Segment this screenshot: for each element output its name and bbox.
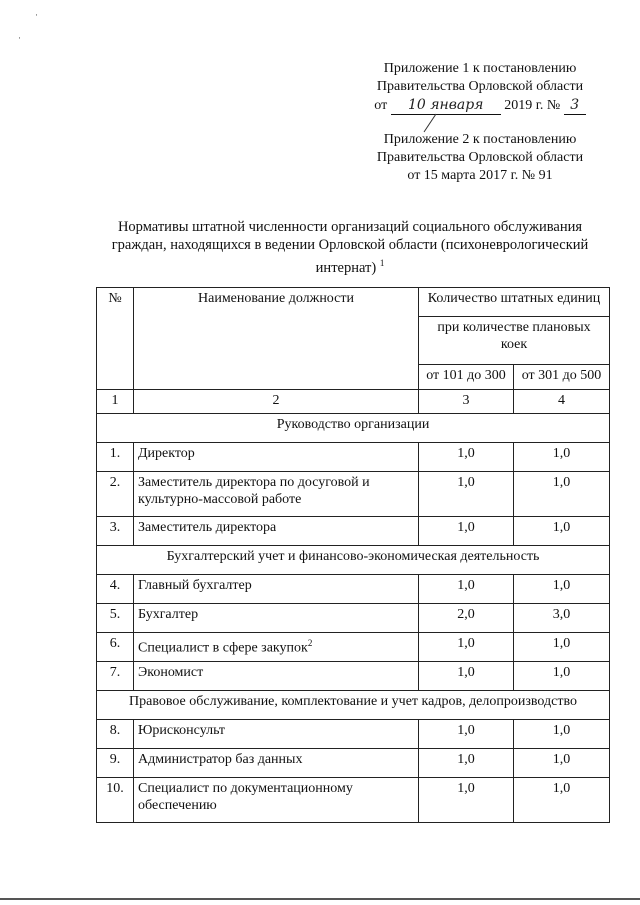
position-name-cell [134, 720, 419, 749]
count-101-300: 1,0 [419, 720, 514, 749]
scan-edge-line [0, 898, 640, 900]
count-101-300: 1,0 [419, 472, 514, 517]
position-name-cell [134, 472, 419, 517]
row-number: 8. [97, 720, 134, 749]
title-text: Нормативы штатной численности организаций социального обслуживания граждан, находящихся в ведении Орловской области (психоневрологический интернат) [111, 219, 589, 276]
position-name: Заместитель директора [138, 520, 277, 535]
header-row [97, 288, 610, 317]
appendix-1-header [330, 60, 630, 115]
section-row [97, 691, 610, 720]
row-number: 4. [97, 575, 134, 604]
table-row [97, 778, 610, 823]
column-number: 3 [419, 390, 514, 414]
position-name: Специалист в сфере закупок [138, 640, 308, 656]
title-footnote: 1 [379, 258, 385, 268]
table-row [97, 749, 610, 778]
handwritten-date: 10 января [391, 96, 501, 115]
count-101-300: 1,0 [419, 749, 514, 778]
count-301-500: 1,0 [514, 472, 610, 517]
position-name: Директор [138, 446, 195, 461]
footnote-mark: 2 [307, 638, 313, 648]
table-row [97, 720, 610, 749]
count-101-300: 1,0 [419, 633, 514, 662]
section-title: Руководство организации [97, 414, 610, 443]
count-301-500: 3,0 [514, 604, 610, 633]
count-301-500: 1,0 [514, 443, 610, 472]
document-title [90, 218, 610, 277]
appendix-2-line3: от 15 марта 2017 г. № 91 [407, 168, 553, 183]
row-number: 5. [97, 604, 134, 633]
year-number-label: 2019 г. № [504, 98, 561, 113]
section-title: Правовое обслуживание, комплектование и учет кадров, делопроизводство [97, 691, 610, 720]
position-name: Администратор баз данных [138, 752, 303, 767]
position-name: Экономист [138, 665, 204, 680]
appendix-1-line2: Правительства Орловской области [376, 79, 584, 94]
table-row [97, 443, 610, 472]
count-101-300: 1,0 [419, 443, 514, 472]
scan-mark: · [35, 10, 38, 20]
date-prefix: от [374, 98, 388, 113]
position-name-cell [134, 443, 419, 472]
header-range-1: от 101 до 300 [419, 365, 514, 390]
column-number: 1 [97, 390, 134, 414]
position-name: Юрисконсульт [138, 723, 226, 738]
position-name-cell [134, 604, 419, 633]
row-number: 2. [97, 472, 134, 517]
count-301-500: 1,0 [514, 575, 610, 604]
position-name-cell [134, 778, 419, 823]
section-row [97, 414, 610, 443]
header-name: Наименование должности [134, 288, 419, 390]
column-number: 4 [514, 390, 610, 414]
handwritten-number: 3 [564, 96, 586, 115]
count-101-300: 1,0 [419, 517, 514, 546]
position-name-cell [134, 517, 419, 546]
column-numbers-row [97, 390, 610, 414]
count-301-500: 1,0 [514, 749, 610, 778]
table-row [97, 633, 610, 662]
header-count: Количество штатных единиц [419, 288, 610, 317]
table-row [97, 472, 610, 517]
row-number: 7. [97, 662, 134, 691]
appendix-2-line2: Правительства Орловской области [376, 150, 584, 165]
count-101-300: 2,0 [419, 604, 514, 633]
row-number: 3. [97, 517, 134, 546]
header-num: № [97, 288, 134, 390]
position-name-cell [134, 633, 419, 662]
staff-norms-table [96, 287, 610, 823]
count-101-300: 1,0 [419, 575, 514, 604]
count-101-300: 1,0 [419, 662, 514, 691]
position-name-cell [134, 575, 419, 604]
position-name: Главный бухгалтер [138, 578, 252, 593]
row-number: 10. [97, 778, 134, 823]
count-301-500: 1,0 [514, 720, 610, 749]
column-number: 2 [134, 390, 419, 414]
table-row [97, 575, 610, 604]
header-beds: при количестве плановых коек [419, 317, 610, 365]
count-301-500: 1,0 [514, 633, 610, 662]
header-range-2: от 301 до 500 [514, 365, 610, 390]
appendix-1-date-line [330, 96, 630, 115]
appendix-2-header [330, 131, 630, 185]
position-name: Заместитель директора по досуговой и культурно-массовой работе [138, 475, 370, 507]
row-number: 9. [97, 749, 134, 778]
appendix-1-line1: Приложение 1 к постановлению [383, 61, 577, 76]
section-row [97, 546, 610, 575]
count-301-500: 1,0 [514, 662, 610, 691]
table-row [97, 517, 610, 546]
position-name: Бухгалтер [138, 607, 199, 622]
scan-mark: · [18, 33, 21, 43]
section-title: Бухгалтерский учет и финансово-экономическая деятельность [97, 546, 610, 575]
row-number: 1. [97, 443, 134, 472]
count-101-300: 1,0 [419, 778, 514, 823]
count-301-500: 1,0 [514, 517, 610, 546]
position-name-cell [134, 749, 419, 778]
table-row [97, 604, 610, 633]
position-name-cell [134, 662, 419, 691]
appendix-2-line1: Приложение 2 к постановлению [383, 132, 577, 147]
position-name: Специалист по документационному обеспечению [138, 781, 353, 813]
count-301-500: 1,0 [514, 778, 610, 823]
row-number: 6. [97, 633, 134, 662]
table-row [97, 662, 610, 691]
